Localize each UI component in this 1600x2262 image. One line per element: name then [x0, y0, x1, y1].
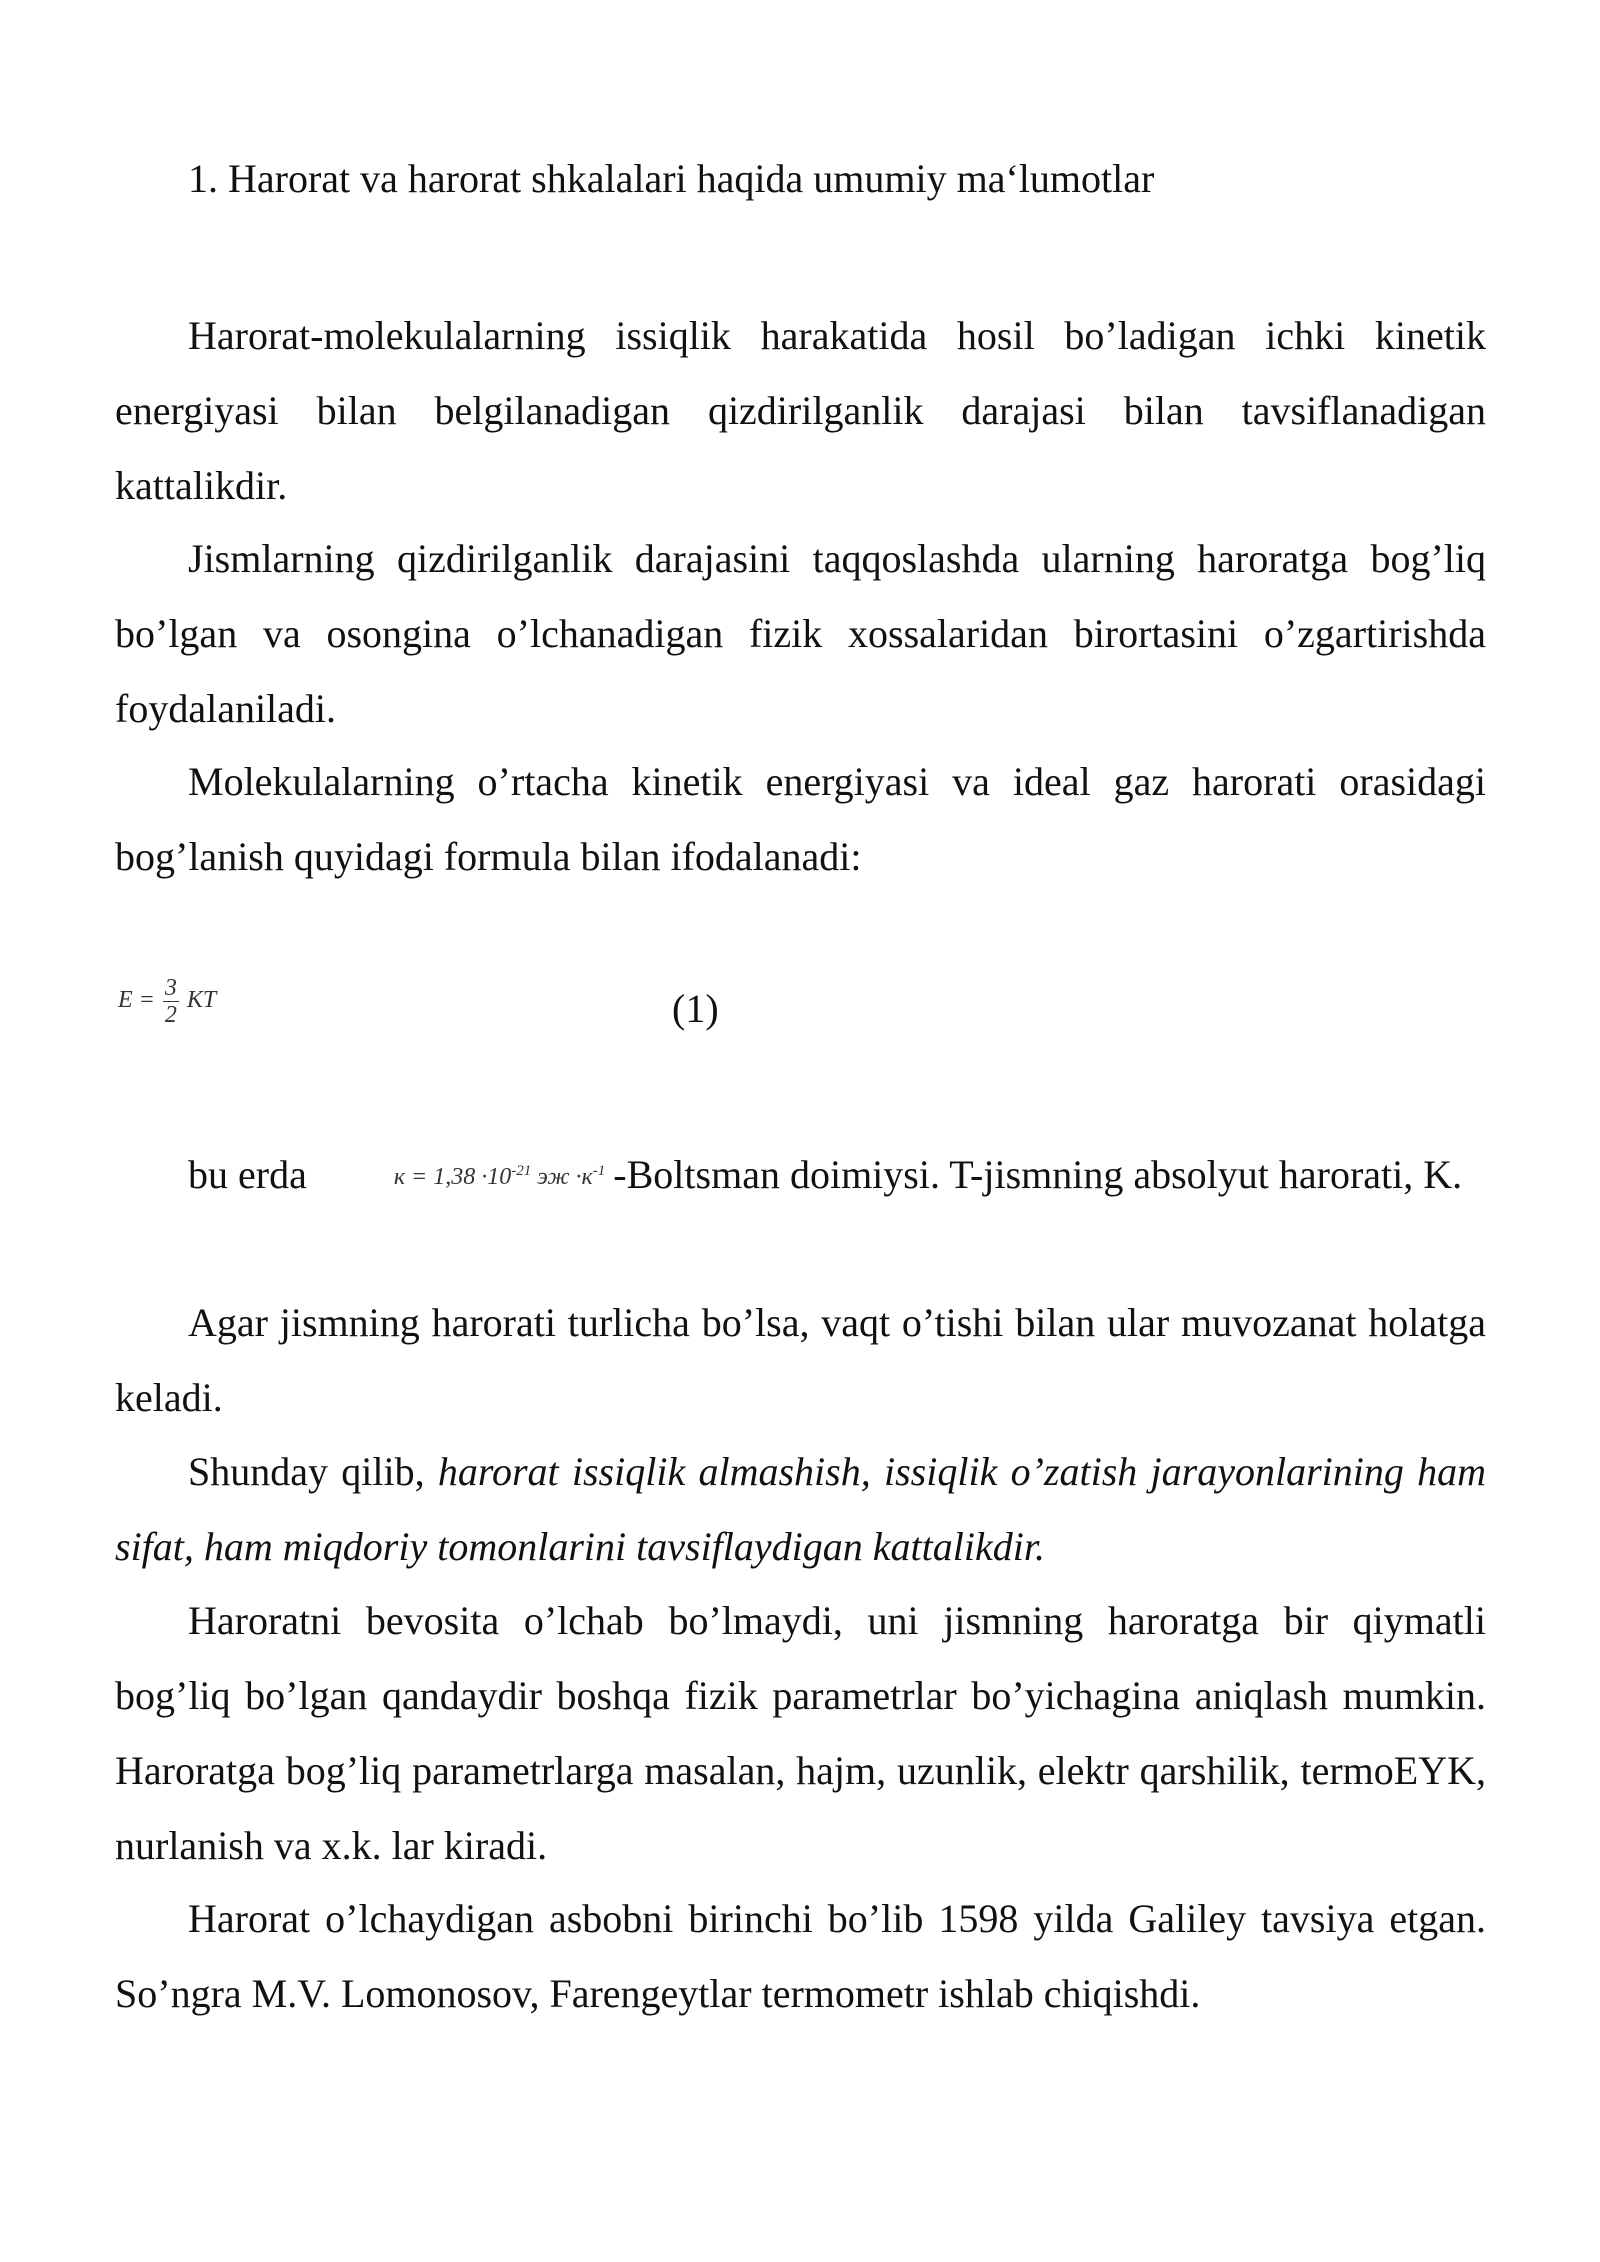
formula-lhs: E = — [118, 987, 155, 1014]
paragraph-comparison: Jismlarning qizdirilganlik darajasini taqqoslashda ularning haroratga bog’liq bo’lgan va osongina o’lchanadigan fizik xossalaridan birortasini o’zgartirishda foydalaniladi. — [115, 536, 1486, 731]
section-heading: 1. Harorat va harorat shkalalari haqida umumiy ma‘lumotlar — [188, 156, 1155, 201]
paragraph-history: Harorat o’lchaydigan asbobni birinchi bo’lib 1598 yilda Galiley tavsiya etgan. So’ngra M.V. Lomonosov, Farengeytlar termometr ishlab chiqishdi. — [115, 1896, 1486, 2016]
paragraph-definition: Harorat-molekulalarning issiqlik harakatida hosil bo’ladigan ichki kinetik energiyasi bilan belgilanadigan qizdirilganlik darajasi bilan tavsiflanadigan kattalikdir. — [115, 313, 1486, 508]
energy-formula — [118, 975, 216, 1028]
constant-value: к = 1,38 ·10 — [393, 1164, 512, 1191]
paragraph-measurement: Haroratni bevosita o’lchab bo’lmaydi, uni jismning haroratga bir qiymatli bog’liq bo’lgan qandaydir boshqa fizik parametrlar bo’yichagina aniqlash mumkin. Haroratga bog’liq parametrlarga masalan, hajm, uzunlik, elektr qarshilik, termoEYK, nurlanish va x.k. lar kiradi. — [115, 1598, 1486, 1868]
formula-fraction — [163, 975, 179, 1028]
paragraph-conclusion — [115, 1434, 1486, 1584]
boltzmann-constant — [321, 1134, 605, 1215]
constant-exponent: -21 — [511, 1163, 532, 1180]
constant-unit-exponent: -1 — [592, 1163, 606, 1180]
paragraph-formula-intro: Molekulalarning o’rtacha kinetik energiyasi va ideal gaz harorati orasidagi bog’lanish quyidagi formula bilan ifodalanadi: — [115, 759, 1486, 879]
conclusion-plain: Shunday qilib, — [188, 1449, 438, 1494]
fraction-numerator: 3 — [164, 975, 177, 1001]
constant-unit: эж ·к — [531, 1164, 593, 1191]
paragraph-boltzmann — [115, 1137, 1486, 1219]
equation-number: (1) — [672, 986, 719, 1031]
fraction-denominator: 2 — [164, 1002, 177, 1028]
formula-rhs: KT — [186, 987, 217, 1014]
boltzmann-description: -Boltsman doimiysi. T-jismning absolyut harorati, K. — [613, 1152, 1463, 1197]
paragraph-equilibrium: Agar jismning harorati turlicha bo’lsa, vaqt o’tishi bilan ular muvozanat holatga keladi. — [115, 1300, 1486, 1420]
conclusion-italic: harorat issiqlik almashish, issiqlik o’zatish jarayonlarining ham sifat, ham miqdoriy tomonlarini tavsiflaydigan kattalikdir. — [115, 1449, 1486, 1569]
boltzmann-intro: bu erda — [188, 1152, 307, 1197]
